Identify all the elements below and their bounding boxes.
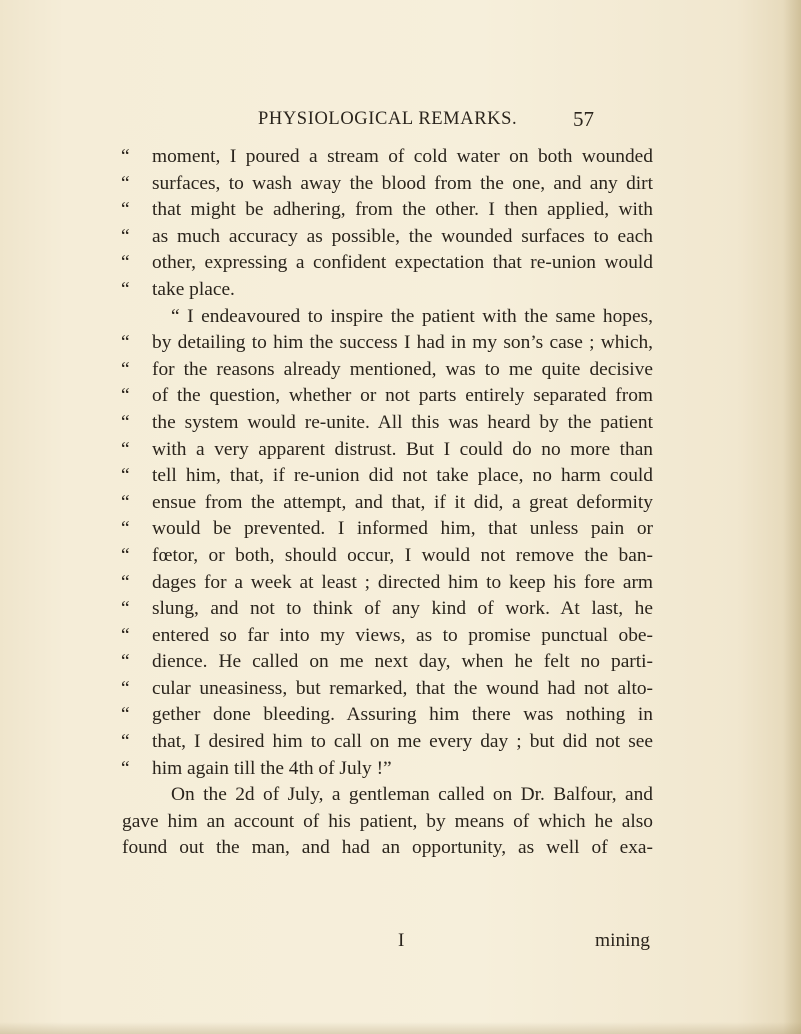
line-text: take place. <box>152 278 235 300</box>
line-text: tell him, that, if re-union did not take place, no harm could <box>152 465 653 487</box>
quote-mark: “ <box>121 172 130 194</box>
quote-mark: “ <box>121 332 130 354</box>
quote-mark: “ <box>121 438 130 460</box>
quote-mark: “ <box>121 199 130 221</box>
text-line <box>0 197 801 224</box>
running-title: PHYSIOLOGICAL REMARKS. <box>258 109 518 129</box>
text-line <box>0 330 801 357</box>
line-text: ensue from the attempt, and that, if it did, a great deformity <box>152 491 653 513</box>
text-line <box>0 357 801 384</box>
quote-mark: “ <box>121 518 130 540</box>
text-line <box>0 596 801 623</box>
quote-mark: “ <box>121 731 130 753</box>
quote-mark: “ <box>121 225 130 247</box>
quote-mark: “ <box>121 544 130 566</box>
line-text: On the 2d of July, a gentleman called on Dr. Balfour, and <box>171 784 653 806</box>
quote-mark: “ <box>121 598 130 620</box>
line-text: that might be adhering, from the other. I then applied, with <box>152 199 653 221</box>
line-text: with a very apparent distrust. But I could do no more than <box>152 438 653 460</box>
quote-mark: “ <box>121 411 130 433</box>
quote-mark: “ <box>121 146 130 167</box>
text-line <box>0 410 801 437</box>
quote-mark: “ <box>121 252 130 274</box>
quote-mark: “ <box>121 677 130 699</box>
line-text: as much accuracy as possible, the wounded surfaces to each <box>152 225 653 247</box>
page-footer <box>0 930 801 958</box>
line-text: for the reasons already mentioned, was to me quite decisive <box>152 358 653 380</box>
text-line <box>0 383 801 410</box>
text-line <box>0 782 801 809</box>
text-line <box>0 809 801 836</box>
text-line <box>0 144 801 171</box>
quote-mark: “ <box>121 358 130 380</box>
line-text: would be prevented. I informed him, that unless pain or <box>152 518 653 540</box>
text-line <box>0 463 801 490</box>
text-line <box>0 490 801 517</box>
text-line <box>0 835 801 862</box>
page-edge-shadow <box>783 0 801 1034</box>
text-line <box>0 437 801 464</box>
text-line <box>0 649 801 676</box>
line-text: cular uneasiness, but remarked, that the wound had not alto- <box>152 677 653 699</box>
text-line <box>0 250 801 277</box>
line-text: him again till the 4th of July !” <box>152 757 392 779</box>
line-text: dience. He called on me next day, when he felt no parti- <box>152 651 653 673</box>
quote-mark: “ <box>121 704 130 726</box>
line-text: fœtor, or both, should occur, I would not remove the ban- <box>152 544 653 566</box>
text-line <box>0 756 801 783</box>
line-text: gether done bleeding. Assuring him there was nothing in <box>152 704 653 726</box>
text-line <box>0 676 801 703</box>
quote-mark: “ <box>121 491 130 513</box>
text-line <box>0 171 801 198</box>
line-text: gave him an account of his patient, by means of which he also <box>122 810 653 832</box>
quote-mark: “ <box>121 465 130 487</box>
text-line <box>0 570 801 597</box>
quote-mark: “ <box>121 385 130 407</box>
text-line <box>0 702 801 729</box>
page-bottom-shadow <box>0 1022 801 1034</box>
text-line <box>0 304 801 331</box>
line-text: the system would re-unite. All this was heard by the patient <box>152 411 653 433</box>
text-line <box>0 516 801 543</box>
line-text: of the question, whether or not parts entirely separated from <box>152 385 653 407</box>
line-text: other, expressing a confident expectation that re-union would <box>152 252 653 274</box>
page-header <box>0 109 801 135</box>
text-line <box>0 729 801 756</box>
line-text: surfaces, to wash away the blood from the one, and any dirt <box>152 172 653 194</box>
body-text <box>0 144 801 862</box>
text-line <box>0 623 801 650</box>
quote-mark: “ <box>121 278 130 300</box>
text-line <box>0 224 801 251</box>
line-text: dages for a week at least ; directed him to keep his fore arm <box>152 571 653 593</box>
quote-mark: “ <box>121 571 130 593</box>
line-text: found out the man, and had an opportunity, as well of exa- <box>122 837 653 859</box>
catchword: mining <box>595 930 650 951</box>
quote-mark: “ <box>121 624 130 646</box>
text-line <box>0 277 801 304</box>
text-line <box>0 543 801 570</box>
line-text: that, I desired him to call on me every day ; but did not see <box>152 731 653 753</box>
line-text: slung, and not to think of any kind of work. At last, he <box>152 598 653 620</box>
quote-mark: “ <box>121 757 130 779</box>
line-text: entered so far into my views, as to promise punctual obe- <box>152 624 653 646</box>
line-text: by detailing to him the success I had in my son’s case ; which, <box>152 332 653 354</box>
signature-mark: I <box>398 930 405 951</box>
page-number: 57 <box>573 107 594 131</box>
line-text: “ I endeavoured to inspire the patient with the same hopes, <box>171 305 653 327</box>
quote-mark: “ <box>121 651 130 673</box>
line-text: moment, I poured a stream of cold water on both wounded <box>152 146 653 167</box>
